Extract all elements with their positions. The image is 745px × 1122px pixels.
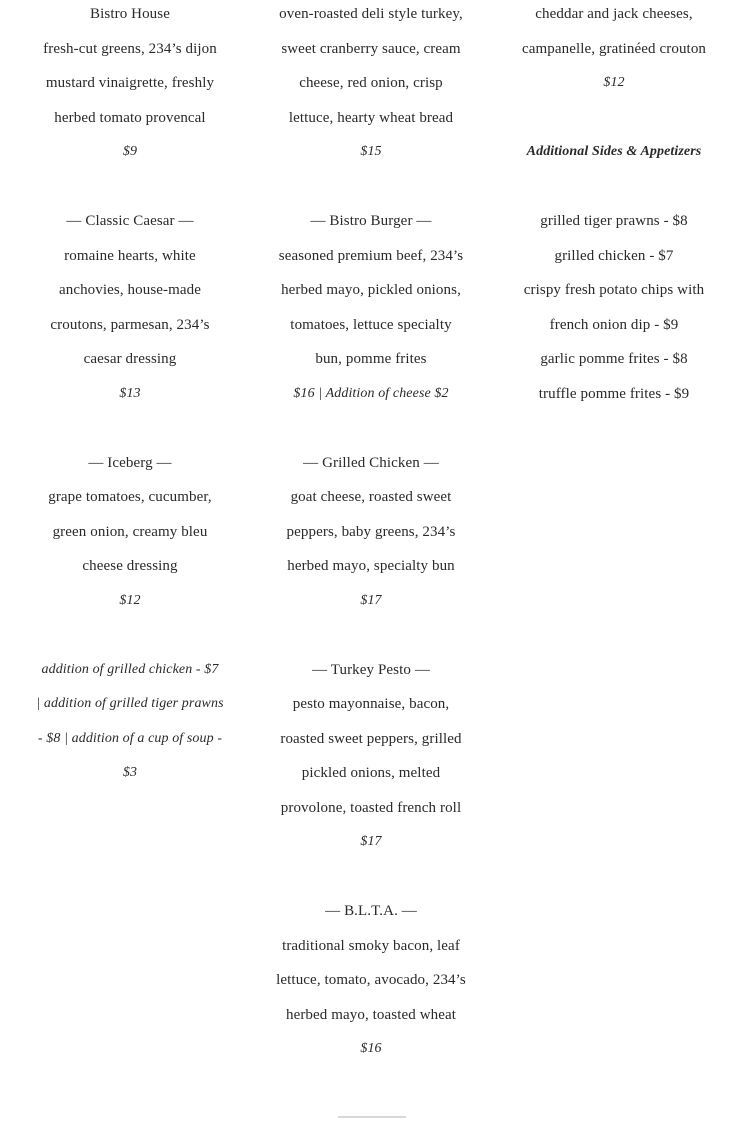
menu-line: green onion, creamy bleu	[52, 523, 208, 540]
menu-line: seasoned premium beef, 234’s	[278, 247, 464, 264]
menu-line: grape tomatoes, cucumber,	[48, 489, 212, 505]
spacer	[26, 170, 234, 205]
menu-line: tomatoes, lettuce specialty	[290, 316, 452, 333]
menu-line: lettuce, tomato, avocado, 234’s	[276, 972, 466, 988]
menu-line: garlic pomme frites - $8	[540, 351, 688, 367]
menu-line: roasted sweet peppers, grilled	[280, 730, 462, 747]
menu-price-or-note: - $8 | addition of a cup of soup -	[37, 730, 223, 746]
menu-price-or-note: addition of grilled chicken - $7	[41, 661, 219, 677]
menu-line: sweet cranberry sauce, cream	[281, 40, 461, 57]
menu-line: fresh-cut greens, 234’s dijon	[43, 40, 217, 57]
menu-line: french onion dip - $9	[549, 316, 679, 333]
spacer	[268, 860, 474, 895]
menu-line: caesar dressing	[83, 351, 177, 367]
menu-line: oven-roasted deli style turkey,	[279, 6, 463, 22]
menu-price-or-note: $17	[360, 592, 382, 608]
spacer	[508, 101, 720, 136]
section-heading: Additional Sides & Appetizers	[526, 144, 702, 159]
menu-column-salads	[26, 0, 234, 791]
menu-item-title: — Grilled Chicken —	[303, 454, 439, 471]
menu-price-or-note: $16	[360, 1041, 382, 1056]
menu-item-title: — B.L.T.A. —	[325, 903, 417, 919]
menu-price-or-note: $16 | Addition of cheese $2	[293, 385, 449, 401]
menu-line: pesto mayonnaise, bacon,	[292, 696, 450, 712]
menu-item-title: — Bistro Burger —	[310, 213, 432, 229]
menu-item-title: — Classic Caesar —	[66, 213, 194, 229]
spacer	[508, 170, 720, 205]
menu-line: truffle pomme frites - $9	[538, 385, 690, 402]
menu-line: cheese dressing	[82, 558, 178, 574]
menu-line: herbed tomato provencal	[54, 109, 206, 126]
menu-line: herbed mayo, pickled onions,	[281, 282, 461, 298]
menu-line: cheese, red onion, crisp	[299, 75, 443, 91]
menu-price-or-note: $3	[122, 765, 138, 780]
menu-price-or-note: $9	[122, 144, 138, 159]
menu-line: peppers, baby greens, 234’s	[286, 523, 456, 540]
menu-price-or-note: $12	[119, 592, 141, 608]
menu-price-or-note: $12	[603, 75, 625, 90]
menu-line: provolone, toasted french roll	[280, 799, 462, 816]
menu-line: bun, pomme frites	[315, 351, 427, 367]
menu-line: lettuce, hearty wheat bread	[288, 109, 454, 126]
menu-line: traditional smoky bacon, leaf	[282, 937, 460, 954]
menu-line: campanelle, gratinéed crouton	[521, 40, 707, 57]
menu-line: herbed mayo, specialty bun	[287, 558, 455, 574]
menu-line: croutons, parmesan, 234’s	[50, 316, 210, 333]
menu-item-title: — Iceberg —	[88, 454, 172, 471]
menu-line: cheddar and jack cheeses,	[535, 6, 693, 22]
spacer	[268, 618, 474, 653]
menu-price-or-note: $15	[360, 144, 382, 159]
spacer	[268, 170, 474, 205]
menu-price-or-note: $17	[360, 834, 382, 849]
menu-price-or-note: $13	[119, 385, 141, 401]
menu-line: Bistro House	[90, 6, 170, 22]
menu-line: grilled chicken - $7	[554, 247, 674, 264]
menu-line: mustard vinaigrette, freshly	[45, 75, 215, 91]
menu-line: romaine hearts, white	[64, 247, 196, 264]
menu-column-sandwiches	[268, 0, 474, 1067]
menu-item-title: — Turkey Pesto —	[312, 661, 430, 678]
spacer	[268, 411, 474, 446]
page-bottom-mark	[338, 1116, 406, 1118]
spacer	[26, 411, 234, 446]
menu-price-or-note: | addition of grilled tiger prawns	[36, 696, 224, 711]
menu-line: herbed mayo, toasted wheat	[285, 1006, 457, 1023]
menu-line: pickled onions, melted	[301, 765, 441, 781]
menu-column-sides	[508, 0, 720, 411]
menu-line: goat cheese, roasted sweet	[290, 489, 452, 505]
menu-line: anchovies, house-made	[58, 282, 202, 298]
menu-line: grilled tiger prawns - $8	[540, 213, 688, 229]
spacer	[26, 618, 234, 653]
menu-line: crispy fresh potato chips with	[523, 282, 705, 298]
